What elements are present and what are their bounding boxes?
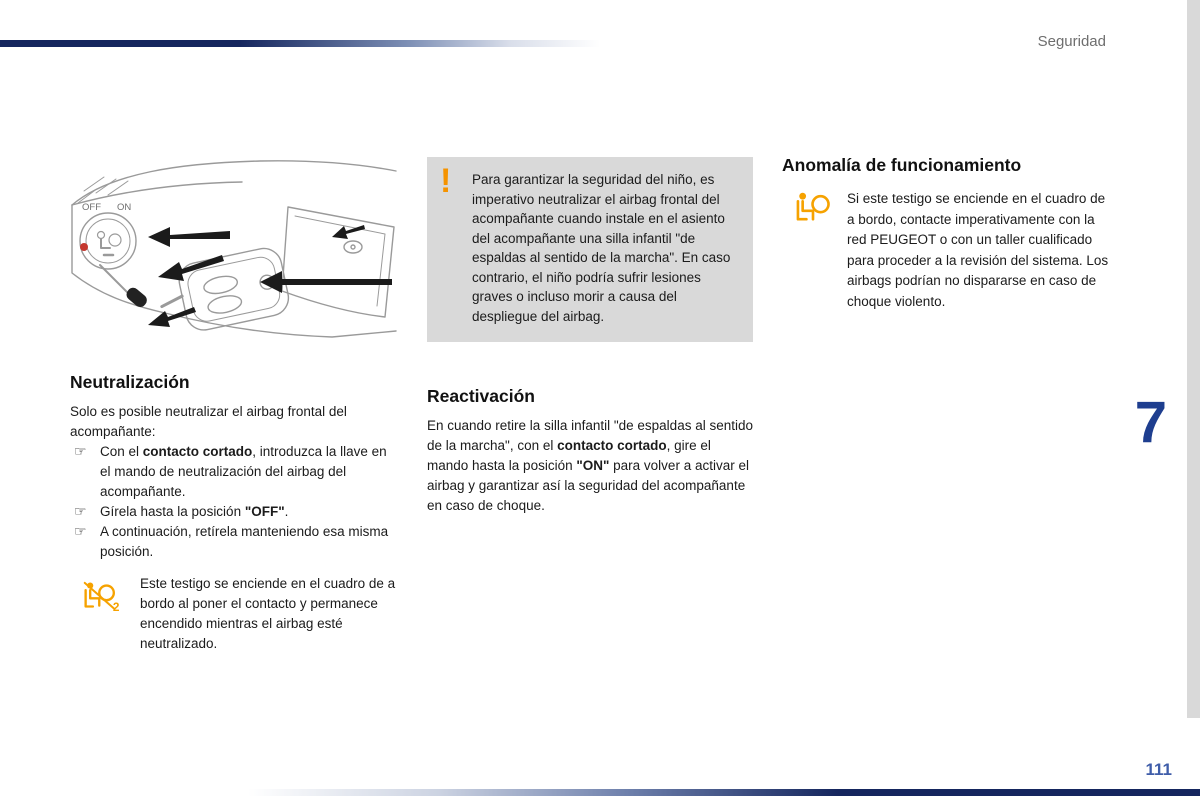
bullet-item [70, 502, 400, 522]
note-icon-cell [70, 574, 140, 654]
section-heading-neutralizacion: Neutralización [70, 372, 190, 392]
bullet-text: Gírela hasta la posición "OFF". [100, 504, 289, 519]
reactivacion-text: En cuando retire la silla infantil "de espaldas al sentido de la marcha", con el contacto cortado, gire el mando hasta la posición "ON" para volver a activar el airbag y garantizar así la seguridad del acompañante en caso de choque. [427, 418, 753, 513]
left-column [70, 155, 400, 654]
airbag-warning-icon [794, 191, 832, 223]
middle-column [427, 157, 753, 516]
bottom-gradient-bar [248, 789, 1200, 796]
chapter-side-strip [1187, 0, 1200, 718]
anomaly-text: Si este testigo se enciende en el cuadro de a bordo, contacte imperativamente con la red PEUGEOT o con un taller cualificado para proceder a la revisión del sistema. Los airbags podrían no dispararse en caso de choque violento. [847, 191, 1109, 309]
bullet-text: Con el contacto cortado, introduzca la llave en el mando de neutralización del airbag del acompañante. [100, 444, 387, 499]
bullet-item [70, 442, 400, 502]
warning-text: Para garantizar la seguridad del niño, es imperativo neutralizar el airbag frontal del acompañante cuando instale en el asiento del acompañante una silla infantil "de espaldas al sentido de la marcha". En caso contrario, el niño podría sufrir lesiones graves o incluso morir a causa del despliegue del airbag. [472, 172, 731, 324]
running-header: Seguridad [1037, 33, 1106, 50]
switch-on-label: ON [117, 202, 132, 213]
airbag-off-indicator-icon [82, 580, 122, 613]
anomaly-note [782, 189, 1112, 312]
red-marker [80, 243, 88, 251]
right-column [782, 155, 1112, 312]
top-gradient-bar [0, 40, 600, 47]
switch-off-label: OFF [82, 202, 101, 213]
warning-box [427, 157, 753, 342]
indicator-subscript: 2 [112, 600, 120, 613]
neutralizacion-intro: Solo es posible neutralizar el airbag frontal del acompañante: [70, 404, 347, 439]
indicator-note [70, 574, 400, 654]
pointing-hand-icon: ☞ [74, 504, 87, 520]
note-icon-cell [782, 189, 847, 312]
chapter-number: 7 [1134, 390, 1167, 455]
section-heading-anomalia: Anomalía de funcionamiento [782, 155, 1022, 175]
section-heading-reactivacion: Reactivación [427, 386, 535, 406]
bullet-item [70, 522, 400, 562]
pointing-hand-icon: ☞ [74, 444, 87, 460]
warning-exclamation-icon: ! [440, 162, 452, 200]
page-number: 111 [1145, 760, 1172, 779]
indicator-note-text: Este testigo se enciende en el cuadro de a bordo al poner el contacto y permanece encendido mientras el airbag esté neutralizado. [140, 576, 396, 651]
dashboard-airbag-switch-illustration [70, 155, 400, 360]
pointing-hand-icon: ☞ [74, 524, 87, 540]
bullet-text: A continuación, retírela manteniendo esa misma posición. [100, 524, 389, 559]
